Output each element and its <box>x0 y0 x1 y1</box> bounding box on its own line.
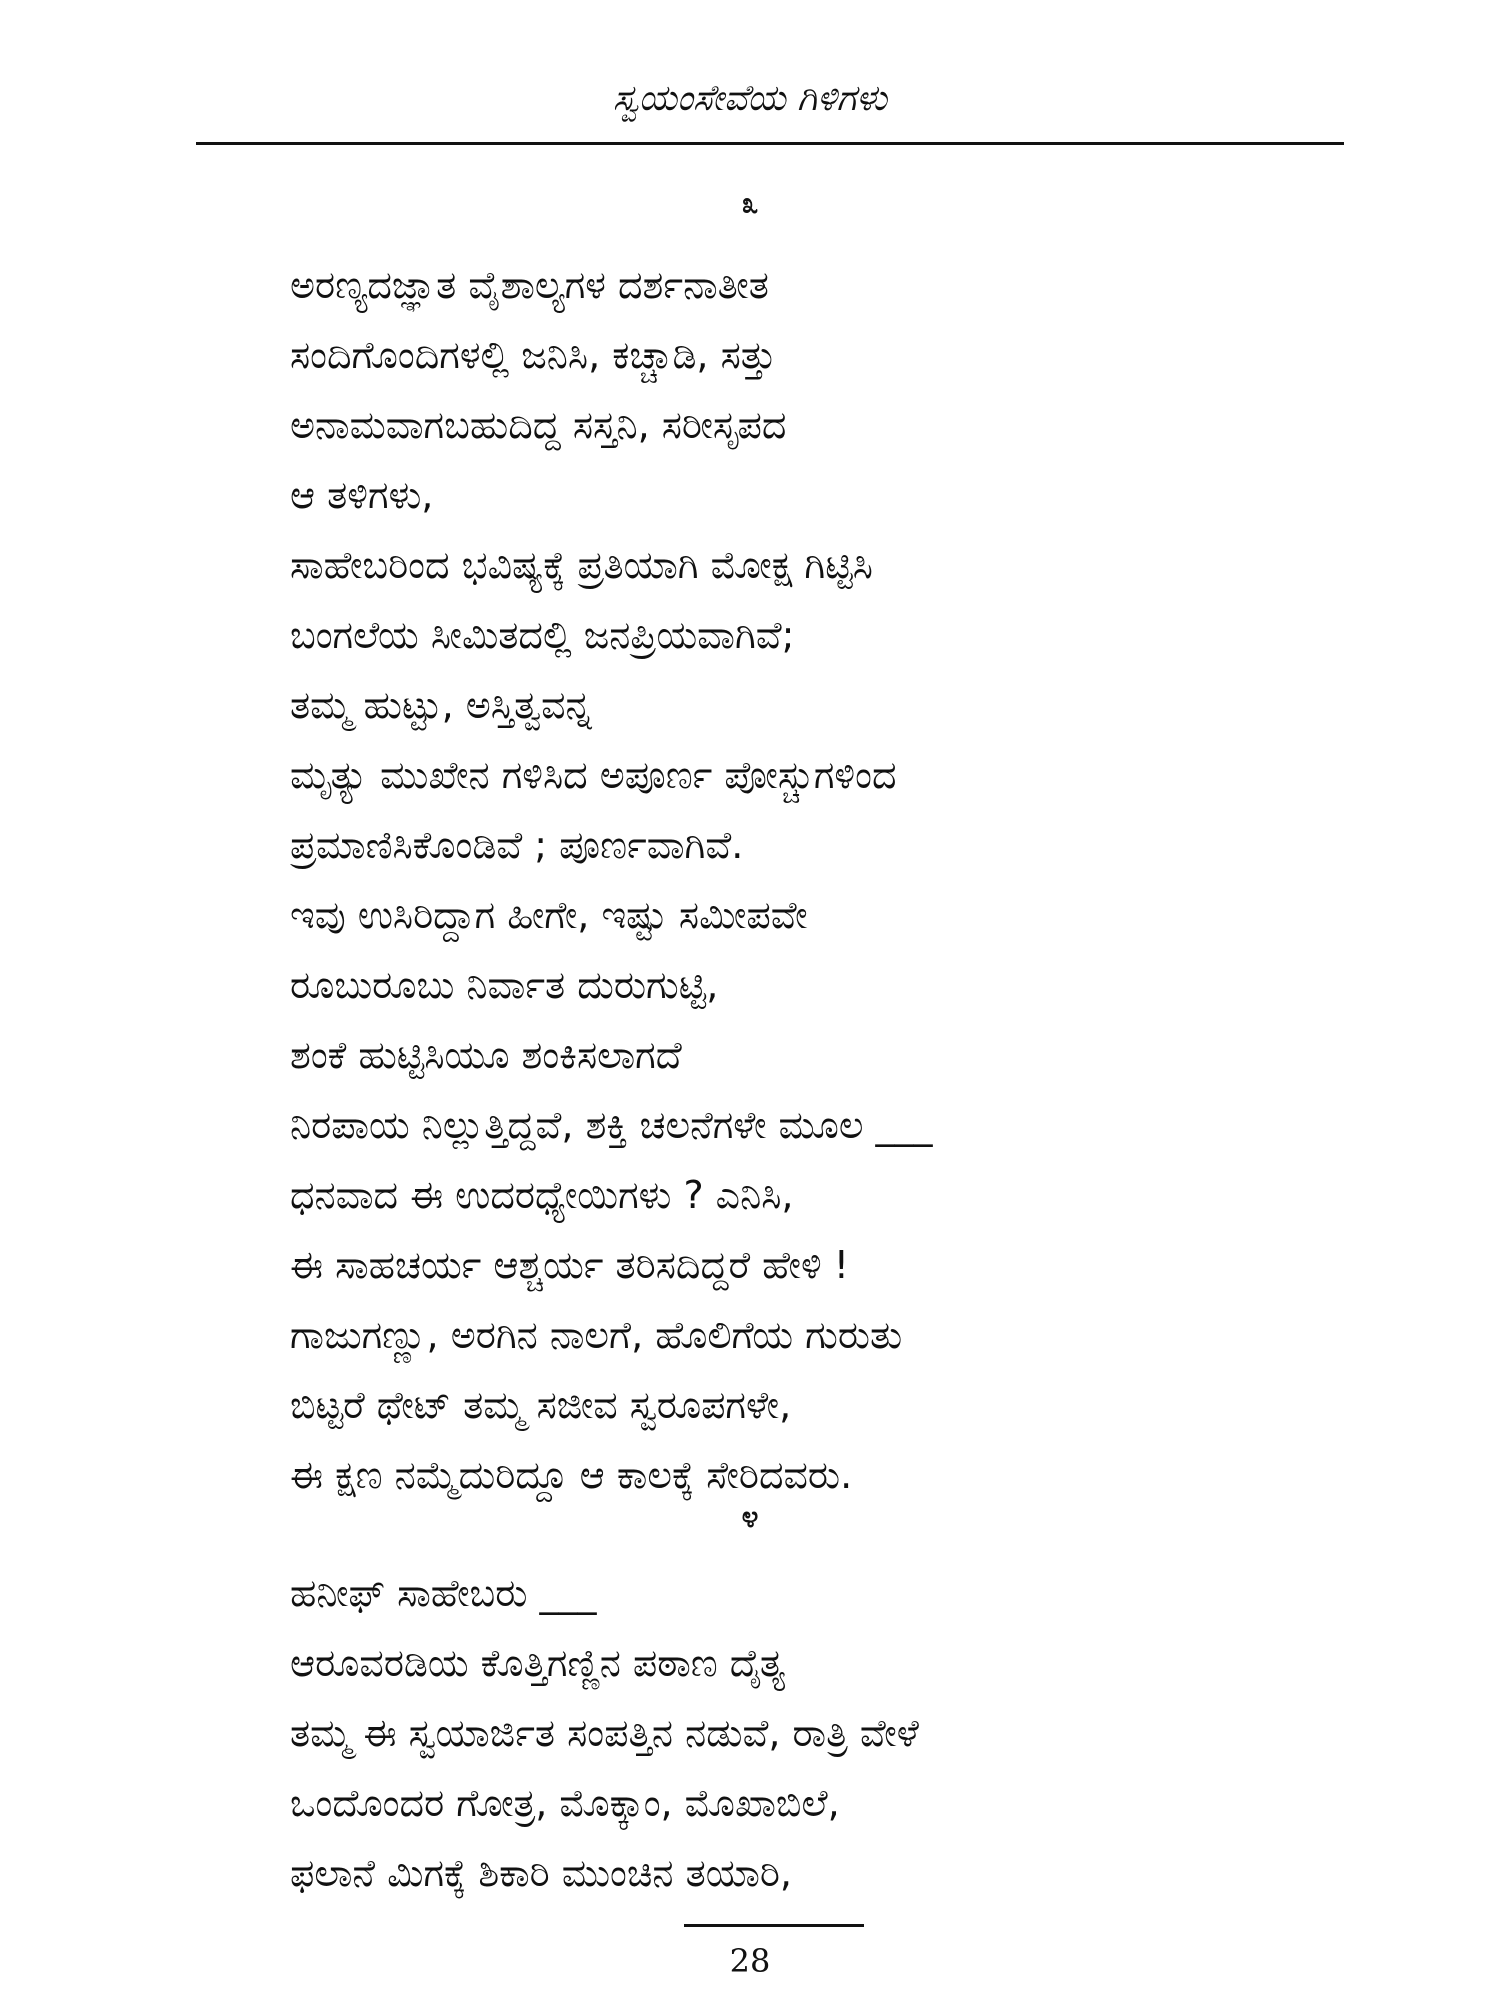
poem-line: ಮೃತ್ಯು ಮುಖೇನ ಗಳಿಸಿದ ಅಪೂರ್ಣ ಪೋಸ್ಚುಗಳಿಂದ <box>290 753 897 797</box>
poem-line: ಇವು ಉಸಿರಿದ್ದಾಗ ಹೀಗೇ, ಇಷ್ಟು ಸಮೀಪವೇ <box>290 893 808 937</box>
poem-line: ಪ್ರಮಾಣಿಸಿಕೊಂಡಿವೆ ; ಪೂರ್ಣವಾಗಿವೆ. <box>290 823 744 867</box>
poem-line: ಸಾಹೇಬರಿಂದ ಭವಿಷ್ಯಕ್ಕೆ ಪ್ರತಿಯಾಗಿ ಮೋಕ್ಷ ಗಿಟ್ಟಿಸಿ <box>290 543 873 587</box>
poem-line: ಅರಣ್ಯದಜ್ಞಾತ ವೈಶಾಲ್ಯಗಳ ದರ್ಶನಾತೀತ <box>290 263 769 307</box>
poem-line: ಆ ತಳಿಗಳು, <box>290 473 434 517</box>
page-number: 28 <box>729 1942 771 1980</box>
poem-stanza-4 <box>290 1558 1350 1908</box>
poem-line: ತಮ್ಮ ಹುಟ್ಟು, ಅಸ್ತಿತ್ವವನ್ನ <box>290 683 592 727</box>
poem-line: ನಿರಪಾಯ ನಿಲ್ಲುತ್ತಿದ್ದವೆ, ಶಕ್ತಿ ಚಲನೆಗಳೇ ಮೂಲ ___ <box>290 1103 933 1147</box>
poem-line: ಶಂಕೆ ಹುಟ್ಟಿಸಿಯೂ ಶಂಕಿಸಲಾಗದೆ <box>290 1033 682 1077</box>
poem-line: ಫಲಾನೆ ಮಿಗಕ್ಕೆ ಶಿಕಾರಿ ಮುಂಚಿನ ತಯಾರಿ, <box>290 1851 792 1895</box>
poem-line: ರೂಬುರೂಬು ನಿರ್ವಾತ ದುರುಗುಟ್ಟಿ, <box>290 963 719 1007</box>
section-number: ೩ <box>741 186 759 221</box>
poem-line: ಧನವಾದ ಈ ಉದರಧ್ಯೇಯಿಗಳು ? ಎನಿಸಿ, <box>290 1173 794 1217</box>
running-title: ಸ್ವಯಂಸೇವೆಯ ಗಿಳಿಗಳು <box>612 78 888 119</box>
poem-line: ಈ ಸಾಹಚರ್ಯ ಆಶ್ಚರ್ಯ ತರಿಸದಿದ್ದರೆ ಹೇಳಿ ! <box>290 1243 849 1287</box>
section-number: ೪ <box>741 1500 759 1535</box>
poem-stanza-3 <box>290 250 1350 1510</box>
poem-line: ತಮ್ಮ ಈ ಸ್ವಯಾರ್ಜಿತ ಸಂಪತ್ತಿನ ನಡುವೆ, ರಾತ್ರಿ ವೇಳೆ <box>290 1711 919 1755</box>
header-rule <box>196 142 1344 145</box>
poem-line: ಅನಾಮವಾಗಬಹುದಿದ್ದ ಸಸ್ತನಿ, ಸರೀಸೃಪದ <box>290 403 787 447</box>
poem-line: ಈ ಕ್ಷಣ ನಮ್ಮೆದುರಿದ್ದೂ ಆ ಕಾಲಕ್ಕೆ ಸೇರಿದವರು. <box>290 1453 853 1497</box>
poem-line: ಬಿಟ್ಟರೆ ಥೇಟ್ ತಮ್ಮ ಸಜೀವ ಸ್ವರೂಪಗಳೇ, <box>290 1383 792 1427</box>
footer-rule <box>684 1924 864 1927</box>
poem-line: ಆರೂವರಡಿಯ ಕೊತ್ತಿಗಣ್ಣಿನ ಪಠಾಣ ದೈತ್ಯ <box>290 1641 786 1685</box>
poem-line: ಸಂದಿಗೊಂದಿಗಳಲ್ಲಿ ಜನಿಸಿ, ಕಚ್ಚಾಡಿ, ಸತ್ತು <box>290 333 777 377</box>
poem-line: ಗಾಜುಗಣ್ಣು, ಅರಗಿನ ನಾಲಗೆ, ಹೊಲಿಗೆಯ ಗುರುತು <box>290 1313 903 1357</box>
poem-line: ಒಂದೊಂದರ ಗೋತ್ರ, ಮೊಕ್ಕಾಂ, ಮೊಖಾಬಿಲೆ, <box>290 1781 840 1825</box>
poem-line: ಹನೀಫ್ ಸಾಹೇಬರು ___ <box>290 1571 597 1615</box>
poem-line: ಬಂಗಲೆಯ ಸೀಮಿತದಲ್ಲಿ ಜನಪ್ರಿಯವಾಗಿವೆ; <box>290 613 795 657</box>
